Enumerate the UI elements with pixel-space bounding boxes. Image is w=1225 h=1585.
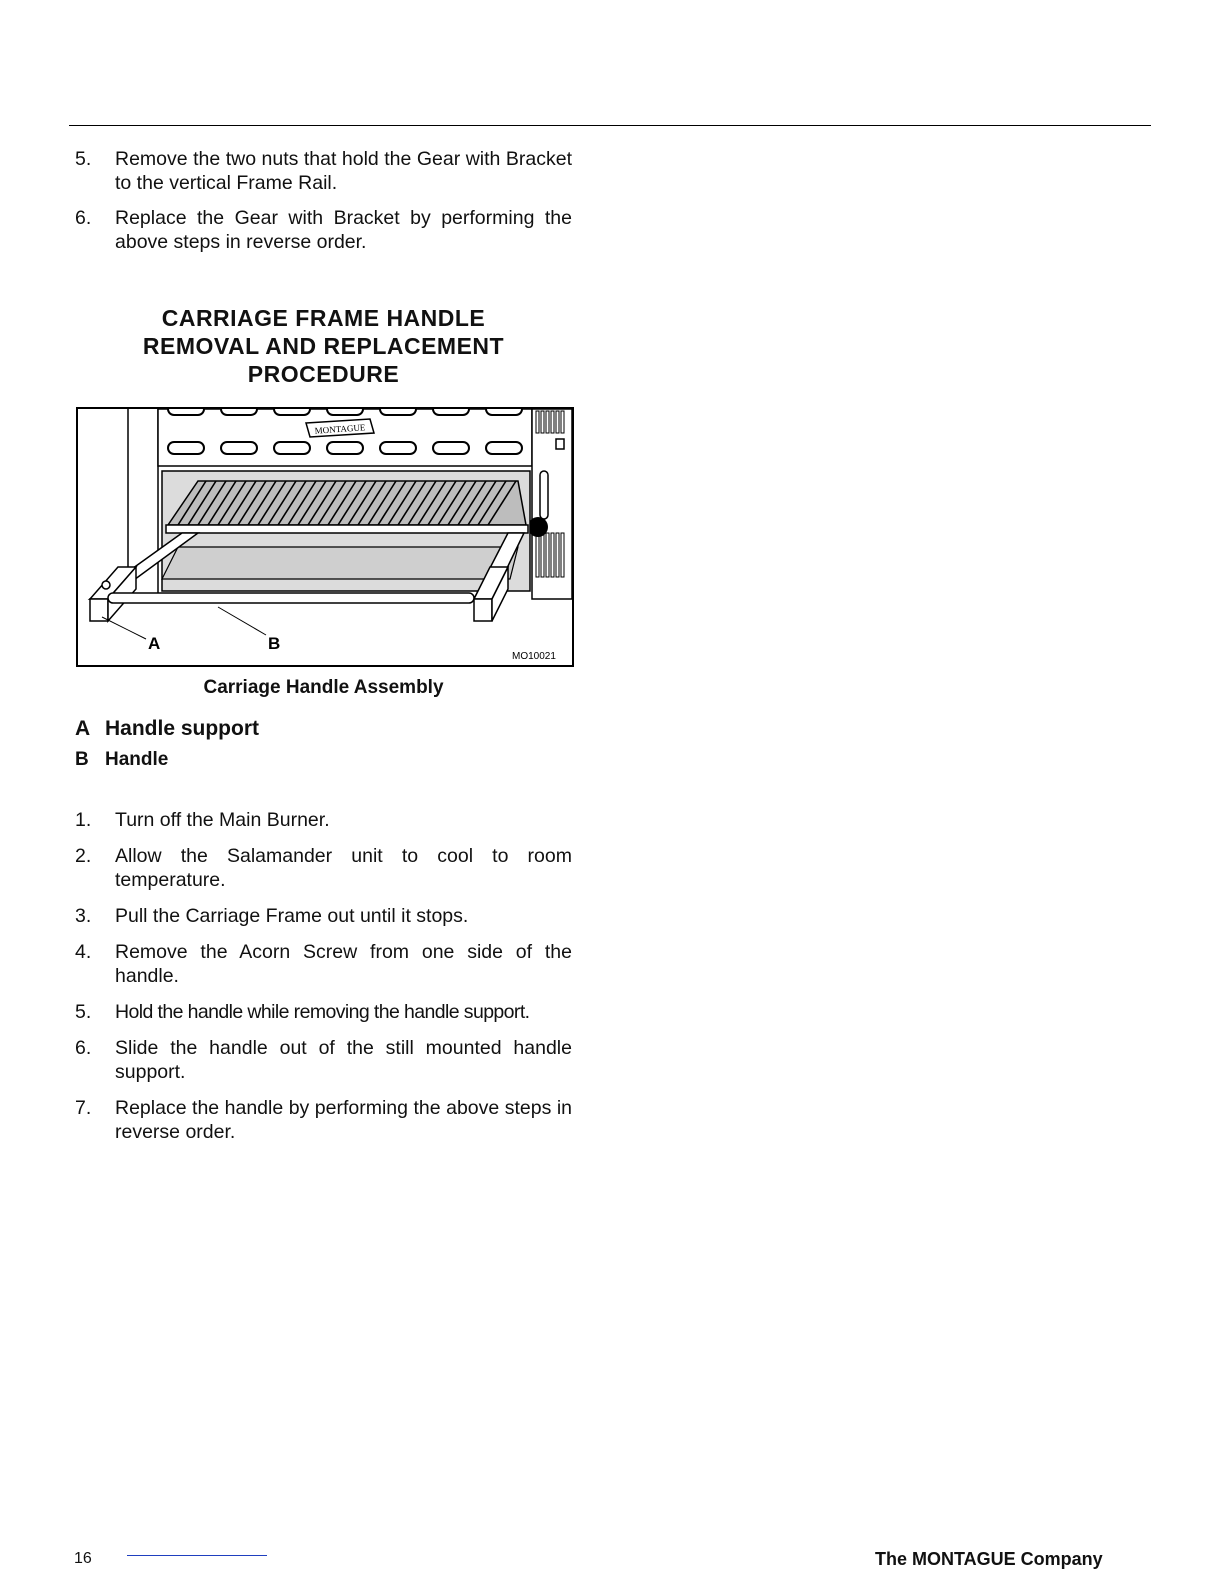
list-item	[75, 844, 572, 892]
list-item	[75, 206, 572, 254]
handle-bar	[108, 593, 474, 603]
figure-id: MO10021	[512, 651, 556, 662]
callout-b: B	[268, 634, 281, 653]
section-heading	[75, 304, 572, 388]
legend-item	[75, 749, 168, 771]
steps-bottom-list	[75, 808, 572, 1144]
footer-company: The MONTAGUE Company	[875, 1549, 1103, 1569]
figure-caption: Carriage Handle Assembly	[203, 677, 444, 698]
legend-item	[75, 717, 259, 741]
heading-line-2: REMOVAL AND REPLACEMENT	[142, 333, 505, 359]
brand-plate	[306, 419, 374, 437]
carriage-handle-figure	[76, 407, 574, 667]
brand-plate-text: MONTAGUE	[314, 422, 366, 436]
step-text: Replace the handle by performing the above steps in reverse order.	[115, 1097, 572, 1143]
list-item	[75, 940, 572, 988]
list-item	[75, 1036, 572, 1084]
list-item	[75, 808, 572, 832]
step-text: Allow the Salamander unit to cool to room temperature.	[115, 845, 572, 891]
list-item	[75, 147, 572, 195]
legend-key: B	[75, 749, 89, 770]
list-item	[75, 904, 572, 928]
legend-label: Handle	[105, 749, 169, 770]
step-number: 3.	[75, 905, 92, 927]
control-knob-icon	[528, 517, 548, 537]
step-text: Replace the Gear with Bracket by performing the above steps in reverse order.	[115, 207, 572, 253]
legend-key: A	[75, 717, 91, 740]
heading-line-3: PROCEDURE	[247, 361, 400, 387]
footer-link-rule	[127, 1555, 267, 1556]
callout-a: A	[148, 634, 161, 653]
legend-label: Handle support	[105, 717, 260, 740]
list-item	[75, 1000, 572, 1024]
step-number: 5.	[75, 1001, 92, 1023]
heading-line-1: CARRIAGE FRAME HANDLE	[161, 305, 486, 331]
step-number: 7.	[75, 1097, 92, 1119]
step-number: 1.	[75, 809, 92, 831]
step-text: Turn off the Main Burner.	[115, 809, 330, 831]
step-number: 4.	[75, 941, 92, 963]
step-text: Pull the Carriage Frame out until it stops.	[115, 905, 469, 927]
step-text: Slide the handle out of the still mounted handle support.	[115, 1037, 572, 1083]
grate	[166, 481, 528, 533]
step-number: 6.	[75, 1037, 92, 1059]
step-text: Remove the Acorn Screw from one side of the handle.	[115, 941, 572, 987]
steps-top-list	[75, 147, 572, 254]
step-text: Remove the two nuts that hold the Gear with Bracket to the vertical Frame Rail.	[115, 148, 572, 194]
list-item	[75, 1096, 572, 1144]
page-number: 16	[74, 1550, 92, 1567]
step-text: Hold the handle while removing the handle support.	[115, 1001, 530, 1023]
step-number: 6.	[75, 207, 92, 229]
acorn-screw-icon	[102, 581, 110, 589]
step-number: 5.	[75, 148, 92, 170]
step-number: 2.	[75, 845, 92, 867]
carriage-illustration	[78, 409, 572, 665]
header-rule	[69, 125, 1151, 126]
